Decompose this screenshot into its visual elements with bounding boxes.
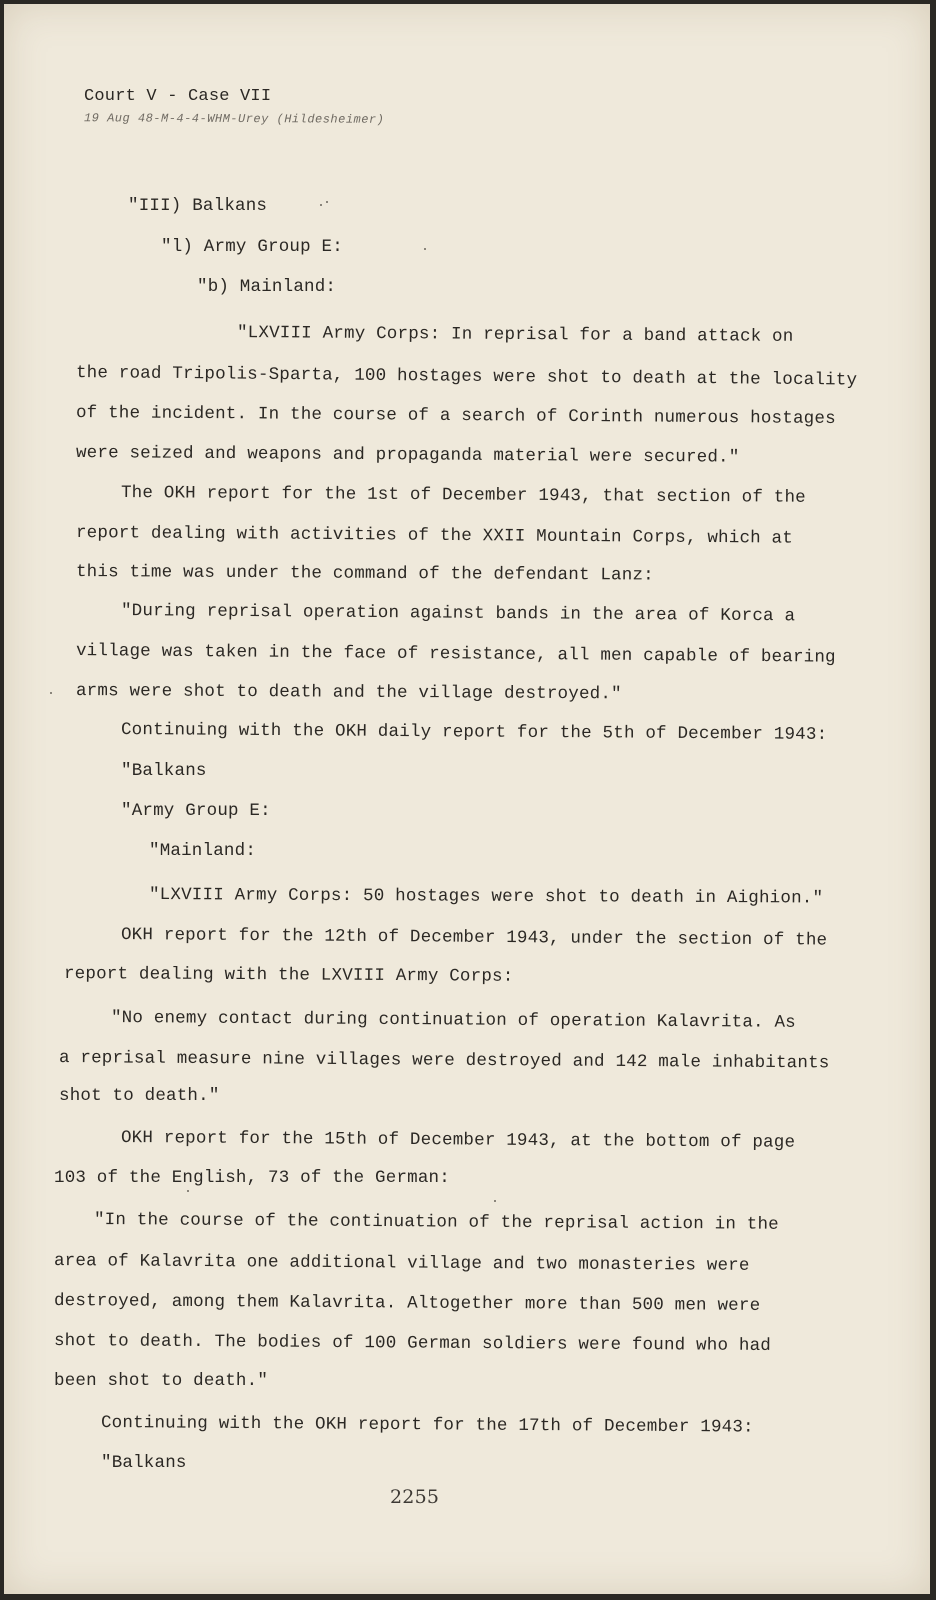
- body-line: "Army Group E:: [121, 801, 271, 821]
- body-line: shot to death.": [59, 1086, 220, 1106]
- body-line: a reprisal measure nine villages were destroyed and 142 male inhabitants: [58, 1048, 830, 1074]
- subsection-army-group-e: "l) Army Group E:: [161, 237, 343, 257]
- body-line: area of Kalavrita one additional village and two monasteries were: [53, 1251, 750, 1276]
- date-reference-line: 19 Aug 48-M-4-4-WHM-Urey (Hildesheimer): [83, 111, 385, 127]
- body-line: 103 of the English, 73 of the German:: [54, 1168, 450, 1188]
- body-line: of the incident. In the course of a search of Corinth numerous hostages: [75, 403, 836, 429]
- ink-speck: [187, 1190, 189, 1192]
- body-line: the road Tripolis-Sparta, 100 hostages were shot to death at the locality: [75, 363, 858, 391]
- body-line: this time was under the command of the defendant Lanz:: [75, 562, 654, 586]
- body-line: were seized and weapons and propaganda material were secured.": [75, 443, 740, 468]
- body-line: shot to death. The bodies of 100 German soldiers were found who had: [53, 1331, 772, 1357]
- body-line: "Balkans: [121, 761, 207, 781]
- ink-speck: [320, 204, 322, 206]
- document-page: [4, 4, 930, 1594]
- body-line: been shot to death.": [54, 1371, 269, 1391]
- body-line: report dealing with activities of the XXII Mountain Corps, which at: [75, 523, 794, 549]
- ink-speck: [326, 201, 328, 203]
- body-line: OKH report for the 15th of December 1943, at the bottom of page: [120, 1128, 796, 1153]
- ink-speck: [494, 1200, 496, 1202]
- body-line: "Balkans: [101, 1453, 187, 1473]
- body-line: "LXVIII Army Corps: In reprisal for a band attack on: [236, 323, 794, 347]
- page-number: 2255: [390, 1486, 440, 1508]
- ink-speck: [424, 248, 426, 250]
- court-case-label: Court V - Case VII: [84, 87, 272, 106]
- body-line: "In the course of the continuation of the reprisal action in the: [93, 1210, 779, 1235]
- subsection-mainland: "b) Mainland:: [197, 277, 337, 297]
- body-line: report dealing with the LXVIII Army Corps:: [63, 964, 514, 987]
- body-line: "Mainland:: [149, 841, 257, 861]
- ink-speck: [50, 692, 52, 694]
- body-line: "During reprisal operation against bands in the area of Korca a: [120, 601, 796, 627]
- body-line: "LXVIII Army Corps: 50 hostages were shot to death in Aighion.": [148, 885, 824, 909]
- section-heading-balkans: "III) Balkans: [128, 196, 268, 216]
- body-line: arms were shot to death and the village destroyed.": [75, 681, 622, 705]
- body-line: Continuing with the OKH daily report for the 5th of December 1943:: [120, 720, 828, 745]
- body-line: "No enemy contact during continuation of operation Kalavrita. As: [110, 1008, 796, 1033]
- body-line: village was taken in the face of resistance, all men capable of bearing: [75, 641, 836, 668]
- body-line: destroyed, among them Kalavrita. Altogether more than 500 men were: [53, 1291, 761, 1316]
- body-line: The OKH report for the 1st of December 1943, that section of the: [120, 483, 806, 508]
- body-line: Continuing with the OKH report for the 17th of December 1943:: [100, 1413, 754, 1438]
- body-line: OKH report for the 12th of December 1943, under the section of the: [120, 925, 828, 951]
